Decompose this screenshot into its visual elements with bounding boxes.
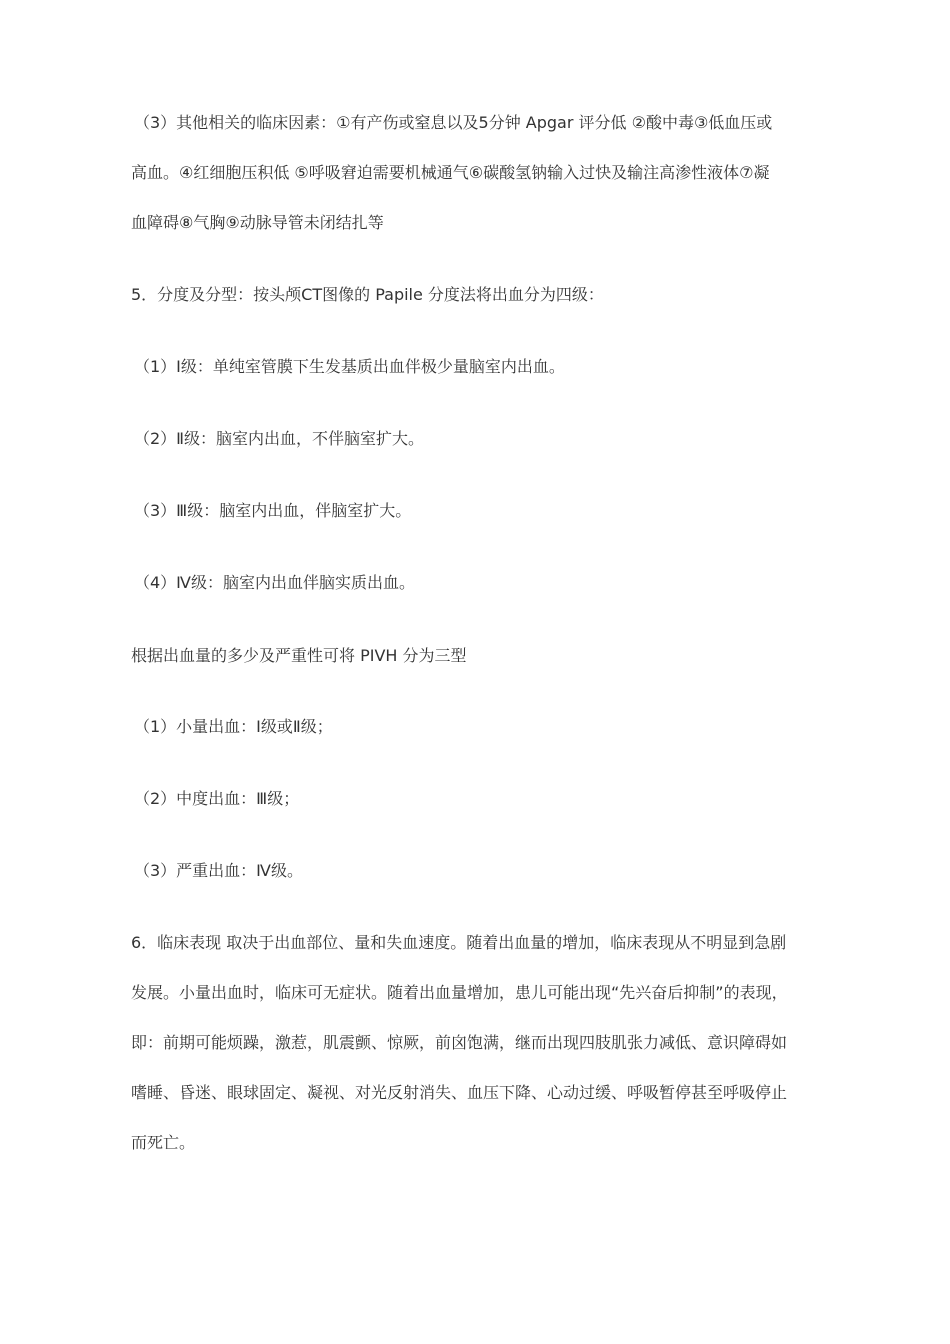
factors-line-2: 高血。④红细胞压积低 ⑤呼吸窘迫需要机械通气⑥碳酸氢钠输入过快及输注高渗性液体⑦凝	[131, 163, 770, 182]
typing-heading: 根据出血量的多少及严重性可将 PIVH 分为三型	[131, 646, 467, 665]
grade-item-1: （1）Ⅰ级：单纯室管膜下生发基质出血伴极少量脑室内出血。	[134, 357, 565, 376]
type-item-2: （2）中度出血：Ⅲ级；	[134, 789, 300, 808]
type-item-3: （3）严重出血：Ⅳ级。	[134, 861, 303, 880]
clinical-line-5: 而死亡。	[131, 1133, 196, 1152]
grade-item-2: （2）Ⅱ级：脑室内出血，不伴脑室扩大。	[134, 429, 425, 448]
factors-line-3: 血障碍⑧气胸⑨动脉导管未闭结扎等	[131, 213, 384, 232]
grading-heading: 5．分度及分型：按头颅CT图像的 Papile 分度法将出血分为四级：	[131, 285, 604, 304]
clinical-line-4: 嗜睡、昏迷、眼球固定、凝视、对光反射消失、血压下降、心动过缓、呼吸暂停甚至呼吸停止	[131, 1083, 788, 1102]
clinical-line-3: 即：前期可能烦躁，激惹，肌震颤、惊厥，前囟饱满，继而出现四肢肌张力减低、意识障碍如	[131, 1033, 788, 1052]
grade-item-3: （3）Ⅲ级：脑室内出血，伴脑室扩大。	[134, 501, 412, 520]
clinical-line-2: 发展。小量出血时，临床可无症状。随着出血量增加，患儿可能出现“先兴奋后抑制”的表现，	[131, 983, 788, 1002]
grade-item-4: （4）Ⅳ级：脑室内出血伴脑实质出血。	[134, 573, 415, 592]
factors-line-1: （3）其他相关的临床因素：①有产伤或窒息以及5分钟 Apgar 评分低 ②酸中毒③低血压或	[134, 113, 773, 132]
type-item-1: （1）小量出血：Ⅰ级或Ⅱ级；	[134, 717, 333, 736]
clinical-line-1: 6．临床表现 取决于出血部位、量和失血速度。随着出血量的增加，临床表现从不明显到急剧	[131, 933, 787, 952]
